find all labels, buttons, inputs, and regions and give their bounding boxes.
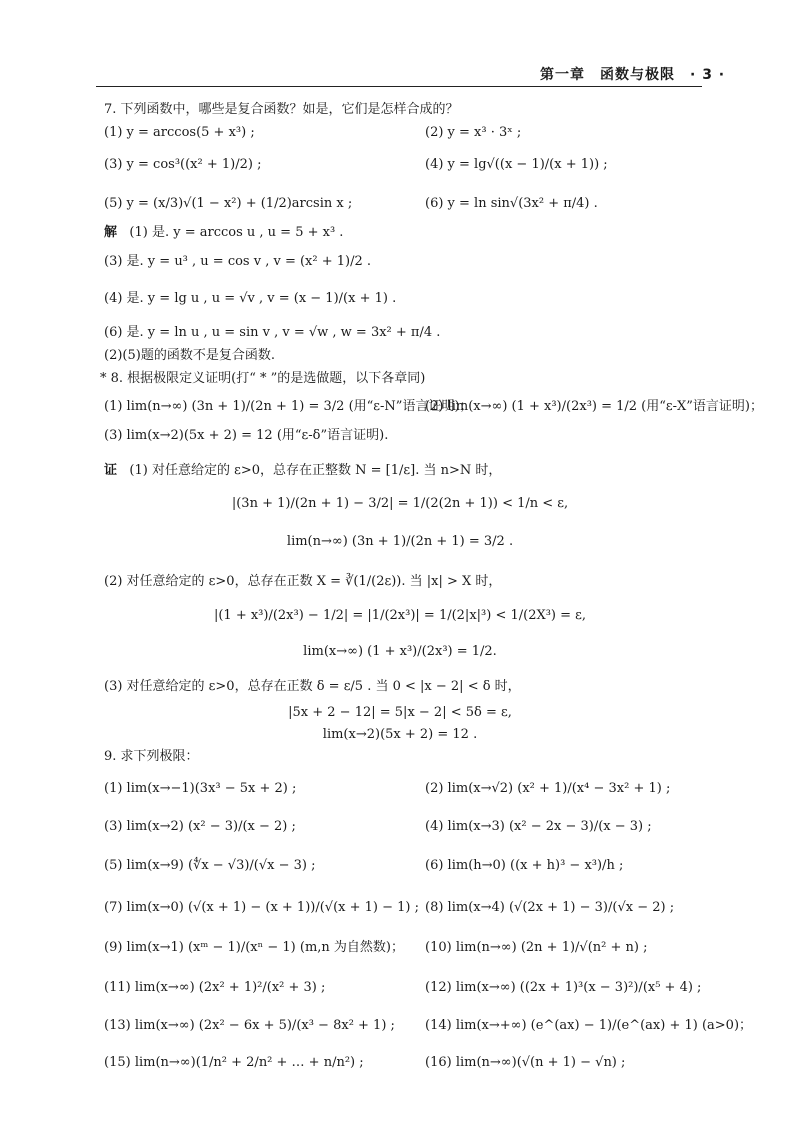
p7-item-5: (5) y = (x/3)√(1 − x²) + (1/2)arcsin x ; — [104, 196, 353, 211]
problem-7-heading: 7. 下列函数中，哪些是复合函数？如是，它们是怎样合成的？ — [104, 102, 459, 117]
p9-item-11: (11) lim(x→∞) (2x² + 1)²/(x² + 3) ; — [104, 980, 326, 995]
solution-marker: 解 — [104, 225, 118, 240]
p7-item-2: (2) y = x³ · 3ˣ ; — [425, 125, 522, 140]
p7-solution-1: (1) 是. y = arccos u , u = 5 + x³ . — [129, 225, 344, 240]
p9-item-6: (6) lim(h→0) ((x + h)³ − x³)/h ; — [425, 858, 624, 873]
p7-item-4: (4) y = lg√((x − 1)/(x + 1)) ; — [425, 157, 608, 172]
p7-item-1: (1) y = arccos(5 + x³) ; — [104, 125, 255, 140]
p9-item-10: (10) lim(n→∞) (2n + 1)/√(n² + n) ; — [425, 940, 648, 955]
p7-solution-note: (2)(5)题的函数不是复合函数. — [104, 348, 275, 363]
solution-label — [104, 224, 343, 242]
p9-item-8: (8) lim(x→4) (√(2x + 1) − 3)/(√x − 2) ; — [425, 900, 675, 915]
proof-marker: 证 — [104, 463, 118, 478]
p9-item-4: (4) lim(x→3) (x² − 2x − 3)/(x − 3) ; — [425, 819, 652, 834]
proof-text-2: (2) 对任意给定的 ε>0，总存在正数 X = ∛(1/(2ε)). 当 |x| > X 时， — [104, 574, 502, 589]
p9-item-1: (1) lim(x→−1)(3x³ − 5x + 2) ; — [104, 781, 297, 796]
p9-item-12: (12) lim(x→∞) ((2x + 1)³(x − 3)²)/(x⁵ + 4) ; — [425, 980, 702, 995]
p9-item-13: (13) lim(x→∞) (2x² − 6x + 5)/(x³ − 8x² + 1) ; — [104, 1018, 395, 1033]
p9-item-14: (14) lim(x→+∞) (e^(ax) − 1)/(e^(ax) + 1) (a>0)； — [425, 1018, 753, 1033]
problem-8-heading: * 8. 根据极限定义证明(打“ * ”的是选做题，以下各章同) — [100, 371, 426, 386]
proof-line-1 — [104, 462, 501, 480]
proof-eq-2: lim(n→∞) (3n + 1)/(2n + 1) = 3/2 . — [286, 534, 514, 549]
p7-solution-4: (4) 是. y = lg u , u = √v , v = (x − 1)/(x + 1) . — [104, 291, 397, 306]
p8-item-2: (2) lim(x→∞) (1 + x³)/(2x³) = 1/2 (用“ε-X”语言证明)； — [425, 399, 764, 414]
p9-item-15: (15) lim(n→∞)(1/n² + 2/n² + … + n/n²) ; — [104, 1055, 364, 1070]
proof-text-3: (3) 对任意给定的 ε>0，总存在正数 δ = ε/5 . 当 0 < |x − 2| < δ 时， — [104, 679, 521, 694]
p7-item-6: (6) y = ln sin√(3x² + π/4) . — [425, 196, 598, 211]
p9-item-9: (9) lim(x→1) (xᵐ − 1)/(xⁿ − 1) (m,n 为自然数)； — [104, 940, 404, 955]
p9-item-2: (2) lim(x→√2) (x² + 1)/(x⁴ − 3x² + 1) ; — [425, 781, 671, 796]
p9-item-16: (16) lim(n→∞)(√(n + 1) − √n) ; — [425, 1055, 626, 1070]
proof-eq-3: |(1 + x³)/(2x³) − 1/2| = |1/(2x³)| = 1/(2|x|³) < 1/(2X³) = ε, — [213, 608, 587, 623]
running-header: 第一章 函数与极限 · 3 · — [540, 67, 726, 83]
p8-item-3: (3) lim(x→2)(5x + 2) = 12 (用“ε-δ”语言证明). — [104, 428, 389, 443]
p9-item-5: (5) lim(x→9) (∜x − √3)/(√x − 3) ; — [104, 858, 316, 873]
p9-item-3: (3) lim(x→2) (x² − 3)/(x − 2) ; — [104, 819, 296, 834]
p9-item-7: (7) lim(x→0) (√(x + 1) − (x + 1))/(√(x + 1) − 1) ; — [104, 900, 420, 915]
proof-eq-1: |(3n + 1)/(2n + 1) − 3/2| = 1/(2(2n + 1)) < 1/n < ε, — [231, 496, 569, 511]
problem-9-heading: 9. 求下列极限： — [104, 749, 199, 764]
p7-solution-3: (3) 是. y = u³ , u = cos v , v = (x² + 1)/2 . — [104, 254, 372, 269]
header-rule — [96, 86, 702, 87]
p7-solution-6: (6) 是. y = ln u , u = sin v , v = √w , w = 3x² + π/4 . — [104, 325, 441, 340]
proof-eq-6: lim(x→2)(5x + 2) = 12 . — [322, 727, 478, 742]
proof-eq-5: |5x + 2 − 12| = 5|x − 2| < 5δ = ε, — [288, 705, 512, 720]
proof-eq-4: lim(x→∞) (1 + x³)/(2x³) = 1/2. — [303, 644, 497, 659]
p8-item-1: (1) lim(n→∞) (3n + 1)/(2n + 1) = 3/2 (用“ε-N”语言证明)； — [104, 399, 473, 414]
proof-text-1: (1) 对任意给定的 ε>0，总存在正整数 N = [1/ε]. 当 n>N 时， — [129, 463, 502, 478]
p7-item-3: (3) y = cos³((x² + 1)/2) ; — [104, 157, 262, 172]
